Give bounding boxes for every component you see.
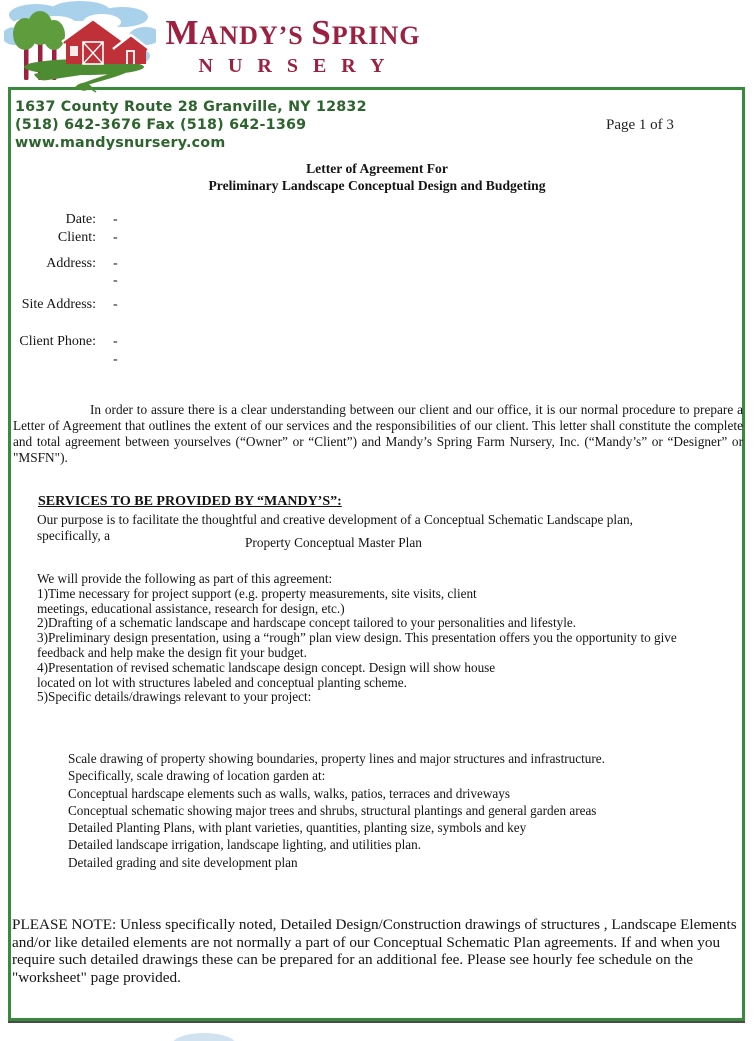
purpose-line2: specifically, a (37, 527, 110, 543)
please-note-paragraph: PLEASE NOTE: Unless specifically noted, Detailed Design/Construction drawings of structures , Landscape Elements and/or like detailed elements are not normally a part of our Conceptual Schematic Plan agreements. If and when you require such detailed drawings these can be prepared for an additional fee. Please see hourly fee schedule on the "worksheet" page provided. (12, 916, 737, 986)
service-item-4: 4)Presentation of revised schematic landscape design concept. Design will show house (37, 659, 496, 675)
detail-item-hardscape: Conceptual hardscape elements such as walls, walks, patios, terraces and driveways (68, 785, 511, 801)
next-page-cloud-fragment (172, 1033, 236, 1041)
service-item-3: 3)Preliminary design presentation, using a “rough” plan view design. This presentation offers you the opportunity to give (37, 630, 677, 646)
field-row-date (0, 212, 400, 228)
nursery-logo (4, 0, 156, 96)
detail-item-planting-plans: Detailed Planting Plans, with plant varieties, quantities, planting size, symbols and key (68, 820, 527, 836)
page-indicator: Page 1 of 3 (606, 117, 674, 133)
service-item-4-cont: located on lot with structures labeled and conceptual planting scheme. (37, 674, 407, 690)
drawings-detail-list (68, 750, 605, 871)
services-list-intro: We will provide the following as part of this agreement: (37, 571, 333, 586)
field-row-client-phone2 (0, 352, 400, 368)
brand-title-line2: NURSERY (198, 55, 400, 77)
letterhead-contact (15, 98, 367, 153)
address-label: Address: (46, 256, 96, 271)
brand-word2: PRING (331, 21, 421, 50)
field-row-address2 (0, 273, 400, 289)
street-address: 1637 County Route 28 Granville, NY 12832 (15, 99, 367, 115)
client-phone-label: Client Phone: (19, 334, 96, 349)
client-value: - (113, 230, 118, 245)
service-item-3-cont: feedback and help make the design fit your budget. (37, 644, 307, 660)
website-url: www.mandysnursery.com (15, 135, 226, 152)
detail-item-grading: Detailed grading and site development plan (68, 854, 298, 870)
document-title (0, 160, 754, 194)
field-row-client (0, 230, 400, 246)
field-row-client-phone (0, 334, 400, 350)
intro-paragraph: In order to assure there is a clear understanding between our client and our office, it is our normal procedure to prepare a Letter of Agreement that outlines the extent of our services and the responsibilities of our client. This letter shall constitute the complete and total agreement between yourselves (“Owner” or “Client”) and Mandy’s Spring Farm Nursery, Inc. (“Mandy’s” or “Designer” or "MSFN"). (13, 402, 743, 465)
barn-trees-logo-icon (4, 0, 156, 96)
services-section-heading: SERVICES TO BE PROVIDED BY “MANDY’S”: (38, 494, 342, 509)
service-item-1-cont: meetings, educational assistance, research for design, etc.) (37, 600, 345, 616)
services-list (37, 572, 677, 705)
purpose-line1: Our purpose is to facilitate the thoughtful and creative development of a Conceptual Schematic Landscape plan, (37, 512, 633, 527)
brand-title-line1 (148, 13, 438, 53)
field-row-site-address (0, 297, 400, 313)
brand-initial-s: S (311, 13, 332, 52)
service-item-5: 5)Specific details/drawings relevant to your project: (37, 689, 312, 705)
client-label: Client: (57, 230, 96, 245)
site-address-label: Site Address: (21, 297, 96, 312)
client-phone2-value: - (113, 352, 118, 367)
brand-name (148, 13, 438, 79)
address-value: - (113, 256, 118, 271)
site-address-value: - (113, 297, 118, 312)
client-phone-value: - (113, 334, 118, 349)
plan-name: Property Conceptual Master Plan (245, 535, 422, 550)
detail-item-schematic: Conceptual schematic showing major trees and shrubs, structural plantings and general garden areas (68, 802, 597, 818)
address2-value: - (113, 273, 118, 288)
brand-initial-m: M (165, 13, 200, 52)
phone-fax: (518) 642-3676 Fax (518) 642-1369 (15, 117, 307, 134)
document-title-line2: Preliminary Landscape Conceptual Design and Budgeting (208, 178, 546, 193)
document-title-line1: Letter of Agreement For (306, 161, 448, 176)
detail-item-specifically: Specifically, scale drawing of location garden at: (68, 768, 326, 784)
service-item-1: 1)Time necessary for project support (e.g. property measurements, site visits, client (37, 585, 477, 601)
detail-item-scale-drawing: Scale drawing of property showing boundaries, property lines and major structures and infrastructure. (68, 751, 605, 766)
field-row-address (0, 256, 400, 272)
brand-word1: ANDY’S (199, 21, 304, 50)
service-item-2: 2)Drafting of a schematic landscape and hardscape concept tailored to your personalities and lifestyle. (37, 615, 577, 631)
detail-item-irrigation: Detailed landscape irrigation, landscape lighting, and utilities plan. (68, 837, 422, 853)
date-value: - (113, 212, 118, 227)
date-label: Date: (65, 212, 96, 227)
